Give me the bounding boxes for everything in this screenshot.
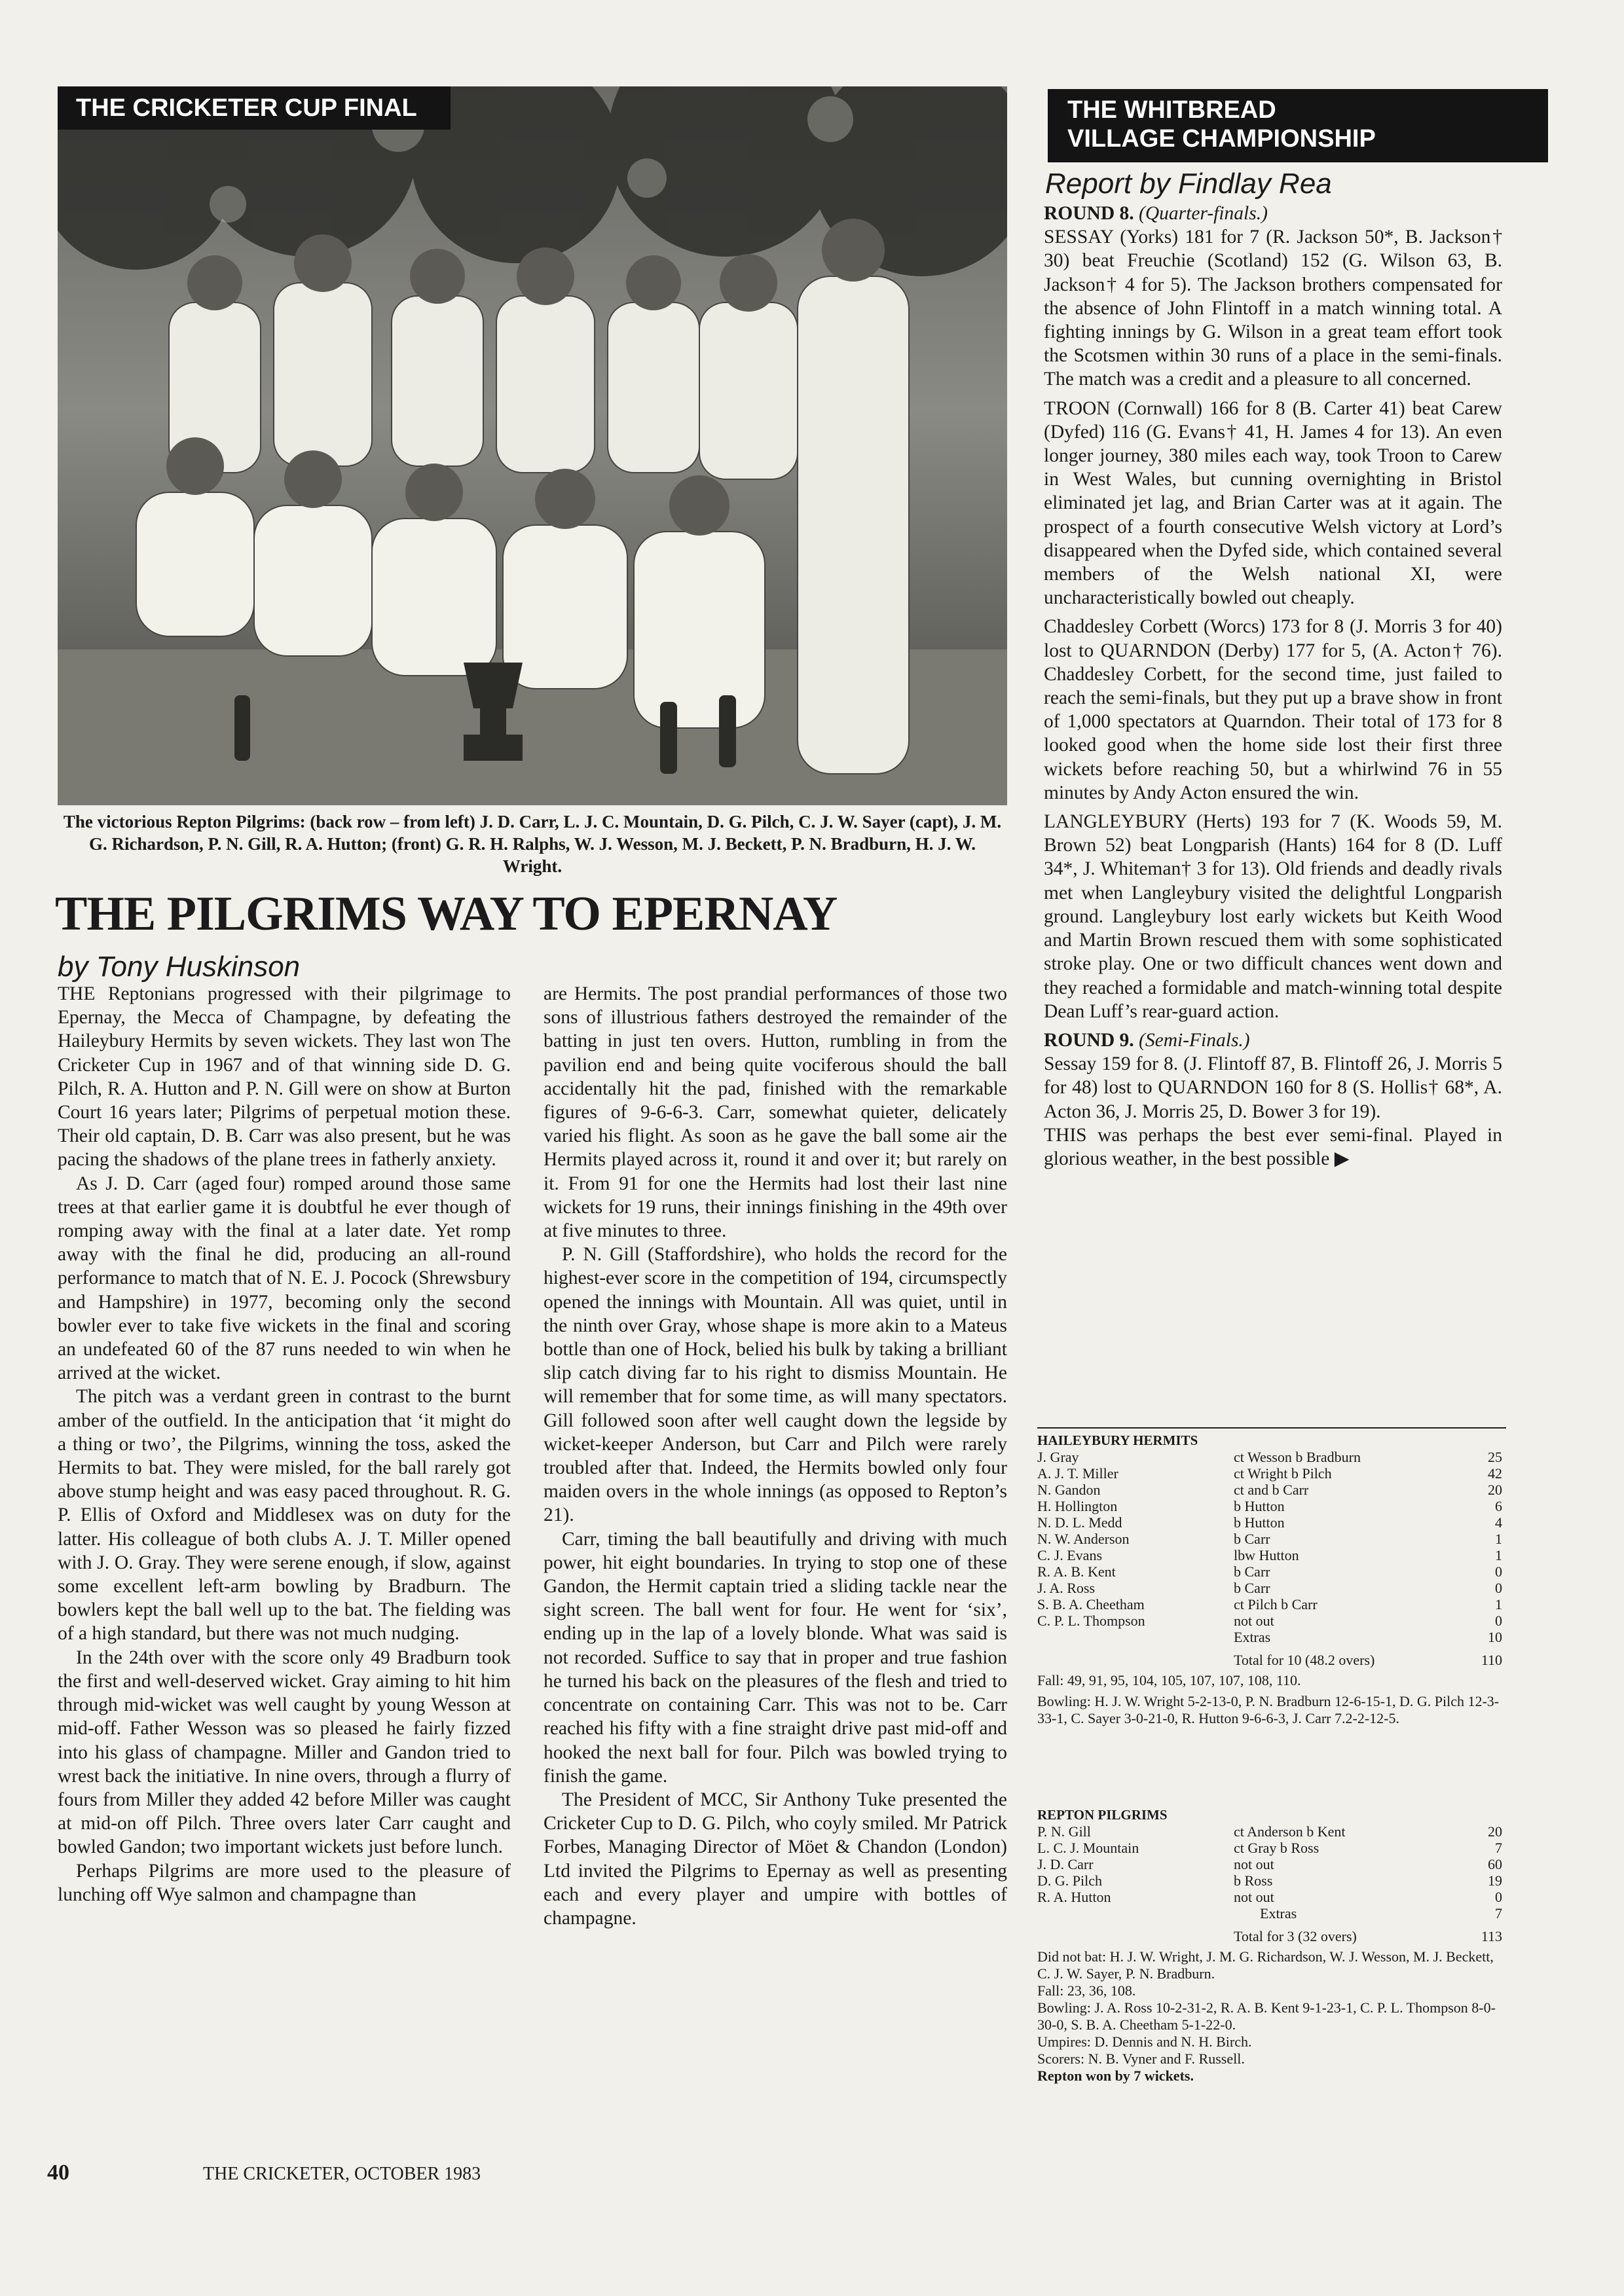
runs: 20: [1488, 1823, 1502, 1840]
article-column-2: [544, 982, 1007, 1930]
dismissal: not out: [1234, 1889, 1274, 1905]
hermits-scorecard: [1037, 1432, 1506, 1727]
runs: 1: [1495, 1547, 1502, 1563]
paragraph: THE Reptonians progressed with their pilgrimage to Epernay, the Mecca of Champagne, by defeating the Haileybury Hermits by seven wickets. They last won The Cricketer Cup in 1967 and of that winning side D. G. Pilch, R. A. Hutton and P. N. Gill were on show at Burton Court 16 years later; Pilgrims of perpetual motion these. Their old captain, D. B. Carr was also present, but he was pacing the shadows of the plane trees in fatherly anxiety.: [58, 983, 511, 1171]
runs: 25: [1488, 1449, 1502, 1465]
runs: 0: [1495, 1889, 1502, 1905]
runs: 0: [1495, 1613, 1502, 1629]
fall-of-wickets: Fall: 23, 36, 108.: [1037, 1982, 1136, 1999]
runs: 7: [1495, 1840, 1502, 1856]
photo-caption: The victorious Repton Pilgrims: (back row – from left) J. D. Carr, L. J. C. Mountain, D. G. Pilch, C. J. W. Sayer (capt), J. M. G. Richardson, P. N. Gill, R. A. Hutton; (front) G. R. H. Ralphs, W. J. Wesson, M. J. Beckett, P. N. Bradburn, H. J. W. Wright.: [63, 812, 1002, 876]
banner-line-2: VILLAGE CHAMPIONSHIP: [1067, 125, 1376, 153]
batsman-name: S. B. A. Cheetham: [1037, 1596, 1145, 1613]
report-paragraph: Chaddesley Corbett (Worcs) 173 for 8 (J. Morris 3 for 40) lost to QUARNDON (Derby) 177 for 5, (A. Acton† 76). Chaddesley Corbett, for the second time, just failed to reach the semi-finals, but they put up a brave show in front of 1,000 spectators at Quarndon. Their total of 173 for 8 looked good when the home side lost their first three wickets before reaching 50, but a whirlwind 76 in 55 minutes by Andy Acton ensured the win.: [1044, 616, 1502, 803]
team-photo: [58, 86, 1007, 805]
cup-final-banner: THE CRICKETER CUP FINAL: [58, 86, 451, 130]
report-paragraph: [1044, 1123, 1502, 1171]
batsman-row: [1037, 1856, 1506, 1872]
round-8-heading: [1044, 202, 1502, 225]
dismissal: ct Pilch b Carr: [1234, 1596, 1318, 1613]
dismissal: ct Wright b Pilch: [1234, 1465, 1332, 1482]
dismissal: not out: [1234, 1613, 1274, 1629]
paragraph: As J. D. Carr (aged four) romped around those same trees at that earlier game it is doubtful he ever though of romping away with the final at a later date. Yet romp away with the final he did, producing an all-round performance to match that of N. E. J. Pocock (Shrewsbury and Hampshire) in 1977, becoming only the second bowler ever to take five wickets in the final and scoring an undefeated 60 of the 87 runs needed to win when he arrived at the wicket.: [58, 1173, 511, 1384]
championship-report: [1044, 202, 1502, 1171]
report-paragraph: LANGLEYBURY (Herts) 193 for 7 (K. Woods 59, M. Brown 52) beat Longparish (Hants) 164 for 8 (D. Luff 34*, J. Whiteman† 3 for 13). Old friends and deadly rivals met when Langleybury visited the delightful Longparish ground. Langleybury lost early wickets but Keith Wood and Martin Brown rescued them with some sophisticated stroke play. One or two difficult chances went down and they reached a formidable and match-winning total despite Dean Luff’s rear-guard action.: [1044, 811, 1502, 1022]
round-label: ROUND 8.: [1044, 203, 1134, 224]
scorers: Scorers: N. B. Vyner and F. Russell.: [1037, 2050, 1245, 2067]
runs: 6: [1495, 1498, 1502, 1514]
extras-label: Extras: [1260, 1905, 1297, 1922]
batsman-name: A. J. T. Miller: [1037, 1465, 1118, 1482]
round-9-heading: [1044, 1029, 1502, 1052]
team-photo-illustration: [58, 86, 1007, 805]
dismissal: b Ross: [1234, 1872, 1273, 1889]
runs: 20: [1488, 1482, 1502, 1498]
batsman-name: R. A. Hutton: [1037, 1889, 1111, 1905]
runs: 4: [1495, 1514, 1502, 1531]
dismissal: ct and b Carr: [1234, 1482, 1309, 1498]
batsman-row: [1037, 1498, 1506, 1514]
article-column-1: [58, 982, 511, 1906]
batsman-row: [1037, 1596, 1506, 1613]
batsman-name: R. A. B. Kent: [1037, 1563, 1116, 1580]
batsman-name: D. G. Pilch: [1037, 1872, 1102, 1889]
runs: 60: [1488, 1856, 1502, 1872]
banner-line-1: THE WHITBREAD: [1067, 96, 1276, 124]
round-sub: (Quarter-finals.): [1139, 203, 1268, 224]
extras-value: 10: [1488, 1629, 1502, 1645]
dismissal: b Carr: [1234, 1531, 1270, 1547]
report-paragraph: TROON (Cornwall) 166 for 8 (B. Carter 41) beat Carew (Dyfed) 116 (G. Evans† 41, H. James 4 for 13). An even longer journey, 380 miles each way, took Troon to Carew in West Wales, but cunning overnighting in Bristol eliminated jet lag, and Brian Carter was at it again. The prospect of a fourth consecutive Welsh victory at Lord’s disappeared when the Dyfed side, which contained several members of the Welsh national XI, were uncharacteristically bowled out cheaply.: [1044, 397, 1502, 609]
paragraph: are Hermits. The post prandial performances of those two sons of illustrious fathers destroyed the remainder of the batting in just ten overs. Hutton, rumbling in from the pavilion end and being quite vociferous should the ball accidentally hit the pad, finished with the remarkable figures of 9-6-6-3. Carr, somewhat quieter, delicately varied his flight. As soon as he gave the ball some air the Hermits played across it, round it and over it; but rarely on it. From 91 for one the Hermits had lost their last nine wickets for 19 runs, their innings finishing in the 49th over at five minutes to three.: [544, 983, 1007, 1242]
batsman-name: P. N. Gill: [1037, 1823, 1091, 1840]
team-title: REPTON PILGRIMS: [1037, 1807, 1168, 1823]
batsman-row: [1037, 1514, 1506, 1531]
total-label: Total for 3 (32 overs): [1234, 1928, 1357, 1944]
batsman-row: [1037, 1547, 1506, 1563]
batsman-name: N. Gandon: [1037, 1482, 1101, 1498]
batsman-name: N. D. L. Medd: [1037, 1514, 1122, 1531]
batsman-row: [1037, 1872, 1506, 1889]
total-value: 110: [1481, 1652, 1502, 1668]
extras-label: Extras: [1234, 1629, 1271, 1645]
dismissal: b Carr: [1234, 1563, 1270, 1580]
dismissal: b Hutton: [1234, 1514, 1285, 1531]
report-continued-text: THIS was perhaps the best ever semi-final. Played in glorious weather, in the best possible: [1044, 1124, 1502, 1169]
extras-value: 7: [1495, 1905, 1502, 1922]
batsman-row: [1037, 1482, 1506, 1498]
runs: 0: [1495, 1580, 1502, 1596]
batsman-row: [1037, 1449, 1506, 1465]
batting-rows: [1037, 1823, 1506, 1905]
report-paragraph: SESSAY (Yorks) 181 for 7 (R. Jackson 50*, B. Jackson† 30) beat Freuchie (Scotland) 152 (G. Wilson 63, B. Jackson† 4 for 5). The Jackson brothers compensated for the absence of John Flintoff in a match winning total. A fighting innings by G. Wilson in a great team effort took the Scotsmen within 30 runs of a place in the semi-finals. The match was a credit and a pleasure to all concerned.: [1044, 227, 1502, 390]
match-result: Repton won by 7 wickets.: [1037, 2068, 1194, 2084]
page-number: 40: [47, 2160, 69, 2185]
batsman-name: N. W. Anderson: [1037, 1531, 1130, 1547]
batsman-row: [1037, 1823, 1506, 1840]
runs: 19: [1488, 1872, 1502, 1889]
runs: 1: [1495, 1596, 1502, 1613]
article-headline: THE PILGRIMS WAY TO EPERNAY: [55, 887, 838, 941]
article-byline: by Tony Huskinson: [58, 951, 301, 983]
dismissal: ct Gray b Ross: [1234, 1840, 1320, 1856]
magazine-footer: THE CRICKETER, OCTOBER 1983: [203, 2164, 481, 2184]
runs: 0: [1495, 1563, 1502, 1580]
total-label: Total for 10 (48.2 overs): [1234, 1652, 1375, 1668]
paragraph: P. N. Gill (Staffordshire), who holds the record for the highest-ever score in the competition of 194, circumspectly opened the innings with Mountain. All was quiet, until in the ninth over Gray, whose shape is more akin to a Mateus bottle than one of Hock, belied his bulk by taking a brilliant slip catch diving far to his right to dismiss Mountain. He will remember that for some time, as will many spectators. Gill followed soon after well caught down the legside by wicket-keeper Anderson, but Carr and Pilch were rarely troubled after that. Indeed, the Hermits bowled only four maiden overs in the whole innings (as opposed to Repton’s 21).: [544, 1244, 1007, 1526]
paragraph: Perhaps Pilgrims are more used to the pleasure of lunching off Wye salmon and champagne than: [58, 1860, 511, 1905]
paragraph: The pitch was a verdant green in contrast to the burnt amber of the outfield. In the anticipation that ‘it might do a thing or two’, the Pilgrims, winning the toss, asked the Hermits to bat. They were misled, for the ball rarely got above stump height and was easy paced throughout. R. G. P. Ellis of Oxford and Middlesex was on duty for the latter. His colleague of both clubs A. J. T. Miller opened with J. O. Gray. They were serene enough, if slow, against some excellent left-arm bowling by Bradburn. The bowlers kept the ball well up to the bat. The fielding was of a high standard, but there was not much nudging.: [58, 1386, 511, 1645]
dismissal: ct Wesson b Bradburn: [1234, 1449, 1361, 1465]
runs: 1: [1495, 1531, 1502, 1547]
batsman-row: [1037, 1465, 1506, 1482]
extras-row: [1037, 1905, 1506, 1922]
batsman-name: J. D. Carr: [1037, 1856, 1094, 1872]
dismissal: lbw Hutton: [1234, 1547, 1299, 1563]
batsman-row: [1037, 1613, 1506, 1629]
village-championship-banner: [1048, 89, 1548, 162]
batsman-row: [1037, 1580, 1506, 1596]
batsman-name: C. P. L. Thompson: [1037, 1613, 1145, 1629]
report-byline: Report by Findlay Rea: [1045, 168, 1332, 200]
round-label: ROUND 9.: [1044, 1029, 1134, 1051]
extras-row: [1037, 1629, 1506, 1645]
total-row: [1037, 1652, 1506, 1668]
paragraph: Carr, timing the ball beautifully and driving with much power, hit eight boundaries. In trying to stop one of these Gandon, the Hermit captain tried a sliding tackle near the sight screen. The ball went for four. He went for ‘six’, ending up in the lap of a lovely blonde. What was said is not recorded. Suffice to say that in proper and true fashion he turned his back on the pleasures of the flesh and tried to concentrate on containing Carr. This was not to be. Carr reached his fifty with a fine straight drive past mid-off and hooked the next ball for four. Pilch was bowled trying to finish the game.: [544, 1528, 1007, 1787]
batsman-name: C. J. Evans: [1037, 1547, 1102, 1563]
did-not-bat: Did not bat: H. J. W. Wright, J. M. G. Richardson, W. J. Wesson, M. J. Beckett, C. J. W. Sayer, P. N. Bradburn.: [1037, 1948, 1494, 1982]
bowling-figures: Bowling: H. J. W. Wright 5-2-13-0, P. N. Bradburn 12-6-15-1, D. G. Pilch 12-3-33-1, C. Sayer 3-0-21-0, R. Hutton 9-6-6-3, J. Carr 7.2-2-12-5.: [1037, 1693, 1500, 1726]
paragraph: The President of MCC, Sir Anthony Tuke presented the Cricketer Cup to D. G. Pilch, who coyly smiled. Mr Patrick Forbes, Managing Director of Möet & Chandon (London) Ltd invited the Pilgrims to Epernay as well as presenting each and every player and umpire with bottles of champagne.: [544, 1789, 1007, 1929]
runs: 42: [1488, 1465, 1502, 1482]
batsman-name: H. Hollington: [1037, 1498, 1118, 1514]
total-value: 113: [1481, 1928, 1502, 1944]
batsman-row: [1037, 1840, 1506, 1856]
batting-rows: [1037, 1449, 1506, 1629]
dismissal: not out: [1234, 1856, 1274, 1872]
paragraph: In the 24th over with the score only 49 Bradburn took the first and well-deserved wicket. Gray aiming to hit him through mid-wicket was well caught by young Wesson at mid-off. Father Wesson was so pleased he fairly fizzed into his glass of champagne. Miller and Gandon tried to wrest back the initiative. In nine overs, through a flurry of fours from Miller they added 42 before Miller was caught at mid-on off Pilch. Three overs later Carr caught and bowled Gandon; two important wickets just before lunch.: [58, 1647, 511, 1858]
batsman-name: J. Gray: [1037, 1449, 1079, 1465]
batsman-row: [1037, 1889, 1506, 1905]
dismissal: ct Anderson b Kent: [1234, 1823, 1346, 1840]
dismissal: b Carr: [1234, 1580, 1270, 1596]
round-sub: (Semi-Finals.): [1139, 1029, 1250, 1051]
batsman-row: [1037, 1563, 1506, 1580]
umpires: Umpires: D. Dennis and N. H. Birch.: [1037, 2033, 1252, 2050]
fall-of-wickets: Fall: 49, 91, 95, 104, 105, 107, 107, 108, 110.: [1037, 1672, 1301, 1688]
bowling-figures: Bowling: J. A. Ross 10-2-31-2, R. A. B. Kent 9-1-23-1, C. P. L. Thompson 8-0-30-0, S. B. A. Cheetham 5-1-22-0.: [1037, 1999, 1496, 2033]
scorecard-divider: [1037, 1427, 1506, 1429]
team-title: HAILEYBURY HERMITS: [1037, 1432, 1198, 1448]
batsman-name: L. C. J. Mountain: [1037, 1840, 1139, 1856]
total-row: [1037, 1928, 1506, 1944]
dismissal: b Hutton: [1234, 1498, 1285, 1514]
batsman-row: [1037, 1531, 1506, 1547]
batsman-name: J. A. Ross: [1037, 1580, 1096, 1596]
report-paragraph: Sessay 159 for 8. (J. Flintoff 87, B. Flintoff 26, J. Morris 5 for 48) lost to QUARNDON 160 for 8 (S. Hollis† 68*, A. Acton 36, J. Morris 25, D. Bower 3 for 19).: [1044, 1053, 1502, 1122]
continue-arrow-icon: ▶: [1334, 1148, 1350, 1169]
repton-scorecard: [1037, 1807, 1506, 2085]
